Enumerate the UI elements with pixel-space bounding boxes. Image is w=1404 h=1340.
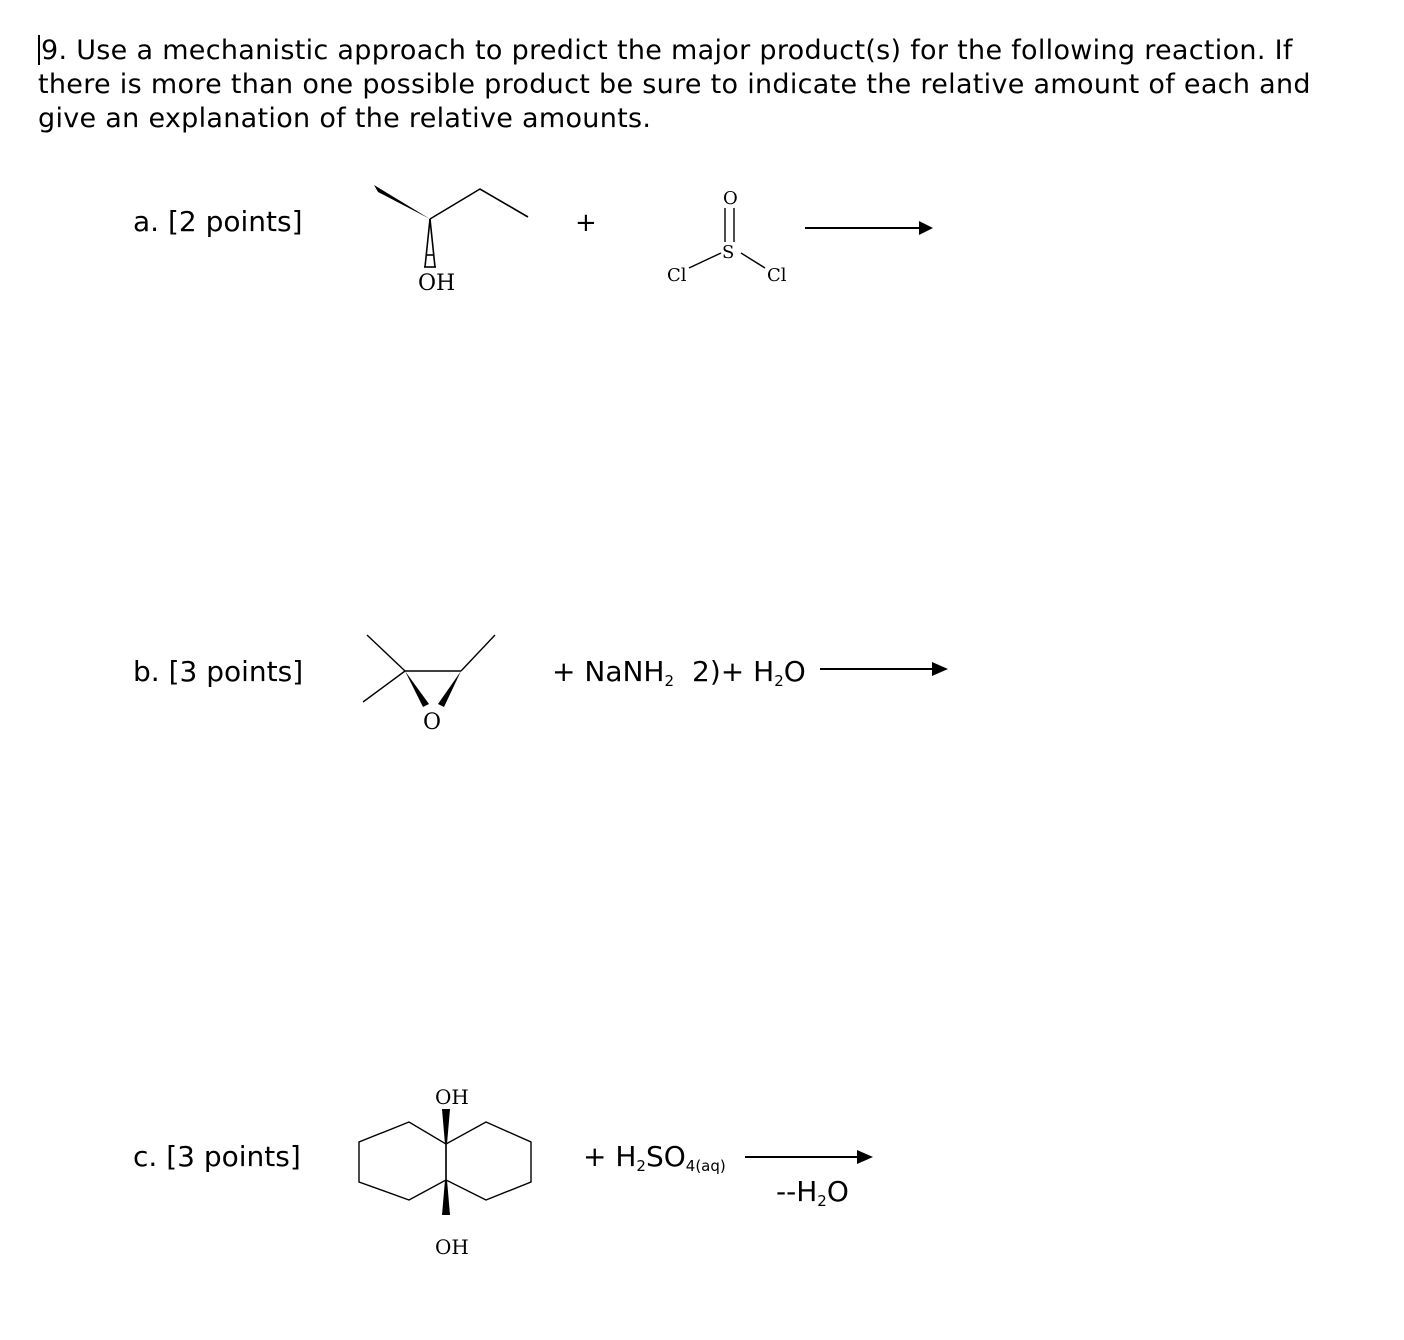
thionyl-chloride-structure <box>655 180 805 290</box>
wedge-bond-right <box>438 671 461 707</box>
part-b-epoxide-structure <box>355 625 505 740</box>
chlorine-left-label: Cl <box>667 265 687 286</box>
wedge-bond-left <box>405 671 429 707</box>
reaction-arrow-b <box>820 659 950 679</box>
question-line-1: 9. Use a mechanistic approach to predict the major product(s) for the following reaction. If <box>38 34 1378 68</box>
carbon-chain <box>430 189 528 219</box>
part-c-label: c. [3 points] <box>133 1140 301 1173</box>
oxygen-label: O <box>723 188 738 209</box>
question-line-3: give an explanation of the relative amounts. <box>38 103 652 134</box>
hashed-bond <box>424 219 436 267</box>
part-a-label: a. [2 points] <box>133 205 303 238</box>
part-a-alcohol-structure <box>360 175 550 305</box>
question-line-2: there is more than one possible product be sure to indicate the relative amount of each and <box>38 69 1311 100</box>
text-cursor <box>38 35 40 65</box>
part-c-reagents: + $H_2SO_{4(aq)}$ <box>583 1140 726 1175</box>
sulfur-label: S <box>722 242 735 263</box>
reaction-arrow-a <box>805 218 935 238</box>
right-ring <box>446 1122 531 1200</box>
part-b-reagents: + NaNH$_2$ $2)+ H_2O$ <box>552 655 806 690</box>
epoxide-oxygen-label: O <box>423 710 442 735</box>
hydroxyl-label: OH <box>418 271 456 296</box>
wedge-bond-bottom <box>442 1180 450 1215</box>
left-ring <box>359 1122 446 1200</box>
question-text <box>38 34 1378 136</box>
part-b-label: b. [3 points] <box>133 655 304 688</box>
part-c-dehydration-note: $--H_2O$ <box>776 1175 849 1210</box>
wedge-bond-top <box>442 1109 450 1144</box>
reaction-arrow-c <box>745 1147 875 1167</box>
wedge-bond <box>374 185 430 219</box>
chlorine-right-label: Cl <box>767 265 787 286</box>
part-c-decalindiol-structure <box>350 1080 545 1265</box>
hydroxyl-top-label: OH <box>435 1085 469 1109</box>
hydroxyl-bottom-label: OH <box>435 1235 469 1259</box>
plus-sign: + <box>575 208 597 238</box>
